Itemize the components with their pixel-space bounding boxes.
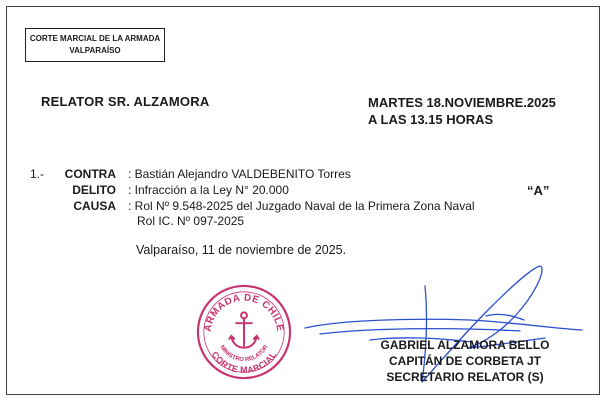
anchor-icon (229, 312, 258, 347)
causa-label: CAUSA (73, 199, 116, 213)
court-name: CORTE MARCIAL DE LA ARMADA (29, 34, 161, 43)
defendant-name: : Bastián Alejandro VALDEBENITO Torres (128, 167, 351, 181)
session-time: A LAS 13.15 HORAS (368, 112, 494, 127)
signer-role: SECRETARIO RELATOR (S) (386, 370, 544, 384)
seal-bottom-text: CORTE MARCIAL (209, 349, 279, 376)
seal-top-text: ARMADA DE CHILE (202, 292, 286, 333)
session-datetime (368, 94, 556, 128)
place-date: Valparaíso, 11 de noviembre de 2025. (136, 243, 347, 257)
case-number: 1.- (30, 167, 45, 181)
signer-name: GABRIEL ALZAMORA BELLO (380, 338, 550, 352)
contra-label: CONTRA (64, 167, 116, 181)
session-date: MARTES 18.NOVIEMBRE.2025 (368, 95, 556, 110)
case-role-line1: : Rol Nº 9.548-2025 del Juzgado Naval de la Primera Zona Naval (128, 199, 475, 213)
seal-mid-text: MINISTRO RELATOR (218, 344, 270, 364)
court-city: VALPARAÍSO (69, 46, 121, 55)
delito-label: DELITO (72, 183, 116, 197)
court-header-box (25, 28, 165, 62)
offense-text: : Infracción a la Ley N° 20.000 (128, 183, 289, 197)
case-role-line2: Rol IC. Nº 097-2025 (137, 214, 245, 228)
signer-block (355, 337, 575, 385)
signer-rank: CAPITÁN DE CORBETA JT (388, 354, 541, 368)
official-seal (195, 283, 293, 381)
sala-designation: “A” (527, 183, 550, 198)
relator-heading: RELATOR SR. ALZAMORA (41, 94, 210, 109)
